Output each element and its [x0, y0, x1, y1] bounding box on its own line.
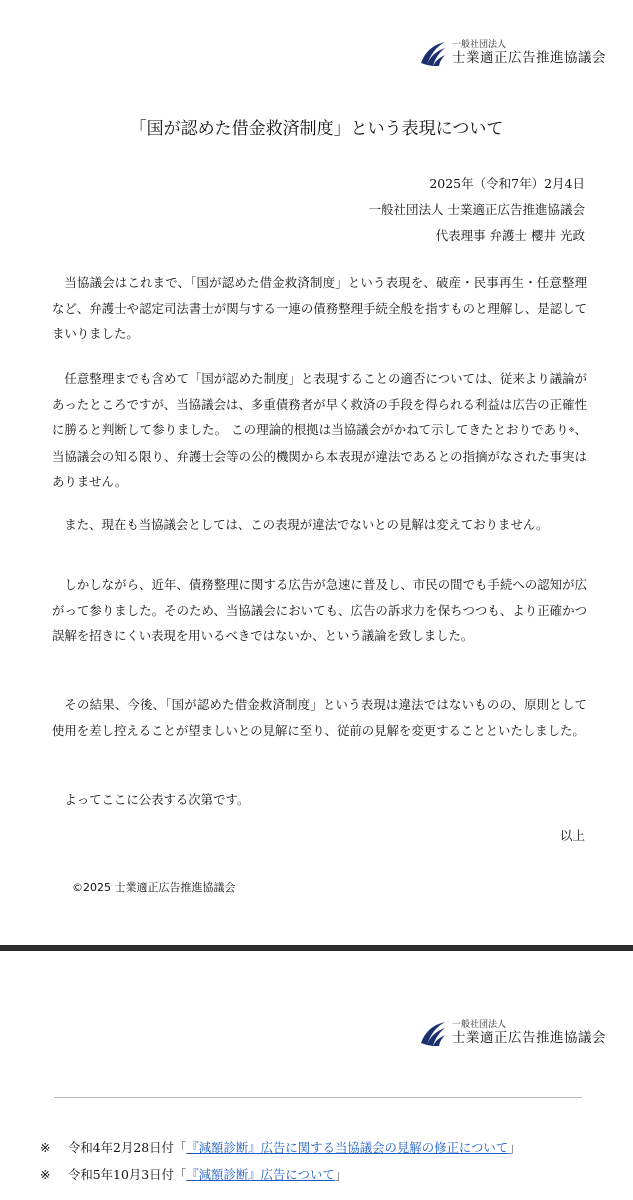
paragraph-3: また、現在も当協議会としては、この表現が違法でないとの見解は変えておりません。 [64, 517, 549, 532]
note-date: 令和5年10月3日付 [68, 1167, 174, 1182]
page-title: 「国が認めた借金救済制度」という表現について [129, 119, 504, 139]
paragraph-5: その結果、今後、「国が認めた借金救済制度」という表現は違法ではないものの、原則として使用を差し控えることが望ましいとの見解に至り、従前の見解を変更することといたしました。 [52, 697, 587, 738]
org-type-label: 一般社団法人 [452, 1020, 507, 1030]
reference-note-1 [40, 1140, 521, 1156]
issuer-name: 一般社団法人 士業適正広告推進協議会 [368, 202, 585, 217]
org-emblem-icon [418, 1018, 448, 1048]
note-date: 令和4年2月28日付 [68, 1140, 174, 1155]
org-name: 士業適正広告推進協議会 [452, 50, 606, 66]
org-name: 士業適正広告推進協議会 [452, 1030, 606, 1046]
copyright: ©2025 士業適正広告推進協議会 [72, 881, 236, 894]
note-link-genkaku-revision[interactable]: 『減額診断』広告に関する当協議会の見解の修正について [186, 1140, 509, 1155]
paragraph-2-text-a: 任意整理までも含めて「国が認めた制度」と表現することの適否については、従来より議論があったところですが、当協議会は、多重債務者が早く救済の手段を得られる利益は広告の正確性に勝ると判断して参りました。 この理論的根拠は当協議会がかねて示してきたとおりであり [52, 371, 587, 437]
paragraph-6: よってここに公表する次第です。 [64, 792, 250, 807]
closing-mark: 以上 [559, 828, 585, 843]
org-logo-footer [418, 1018, 606, 1048]
note-close-quote: 」 [334, 1167, 348, 1182]
note-mark: ※ [40, 1140, 51, 1155]
signatory: 代表理事 弁護士 櫻井 光政 [435, 228, 585, 243]
paragraph-4: しかしながら、近年、債務整理に関する広告が急速に普及し、市民の間でも手続への認知が広がって参りました。そのため、当協議会においても、広告の訴求力を保ちつつも、より正確かつ誤解を招きにくい表現を用いるべきではないか、という議論を致しました。 [52, 577, 587, 643]
divider [54, 1097, 582, 1098]
paragraph-2 [52, 366, 587, 495]
note-link-genkaku-ads[interactable]: 『減額診断』広告について [186, 1167, 335, 1182]
issue-date: 2025年（令和7年）2月4日 [429, 176, 585, 191]
note-open-quote: 「 [173, 1167, 187, 1182]
note-close-quote: 」 [508, 1140, 521, 1155]
note-mark: ※ [40, 1167, 51, 1182]
paragraph-1: 当協議会はこれまで、「国が認めた借金救済制度」という表現を、破産・民事再生・任意整理など、弁護士や認定司法書士が関与する一連の債務整理手続全般を指すものと理解し、是認してまいりました。 [52, 275, 587, 341]
note-open-quote: 「 [173, 1140, 187, 1155]
org-type-label: 一般社団法人 [452, 40, 507, 50]
footnote-marker: ※ [568, 426, 575, 434]
paragraph-2-text-b: 、当協議会の知る限り、弁護士会等の公的機関から本表現が違法であるとの指摘がなされた事実はありません。 [52, 422, 587, 489]
org-logo [418, 38, 606, 68]
org-emblem-icon [418, 38, 448, 68]
reference-note-2 [40, 1167, 347, 1183]
page-separator [0, 945, 633, 951]
